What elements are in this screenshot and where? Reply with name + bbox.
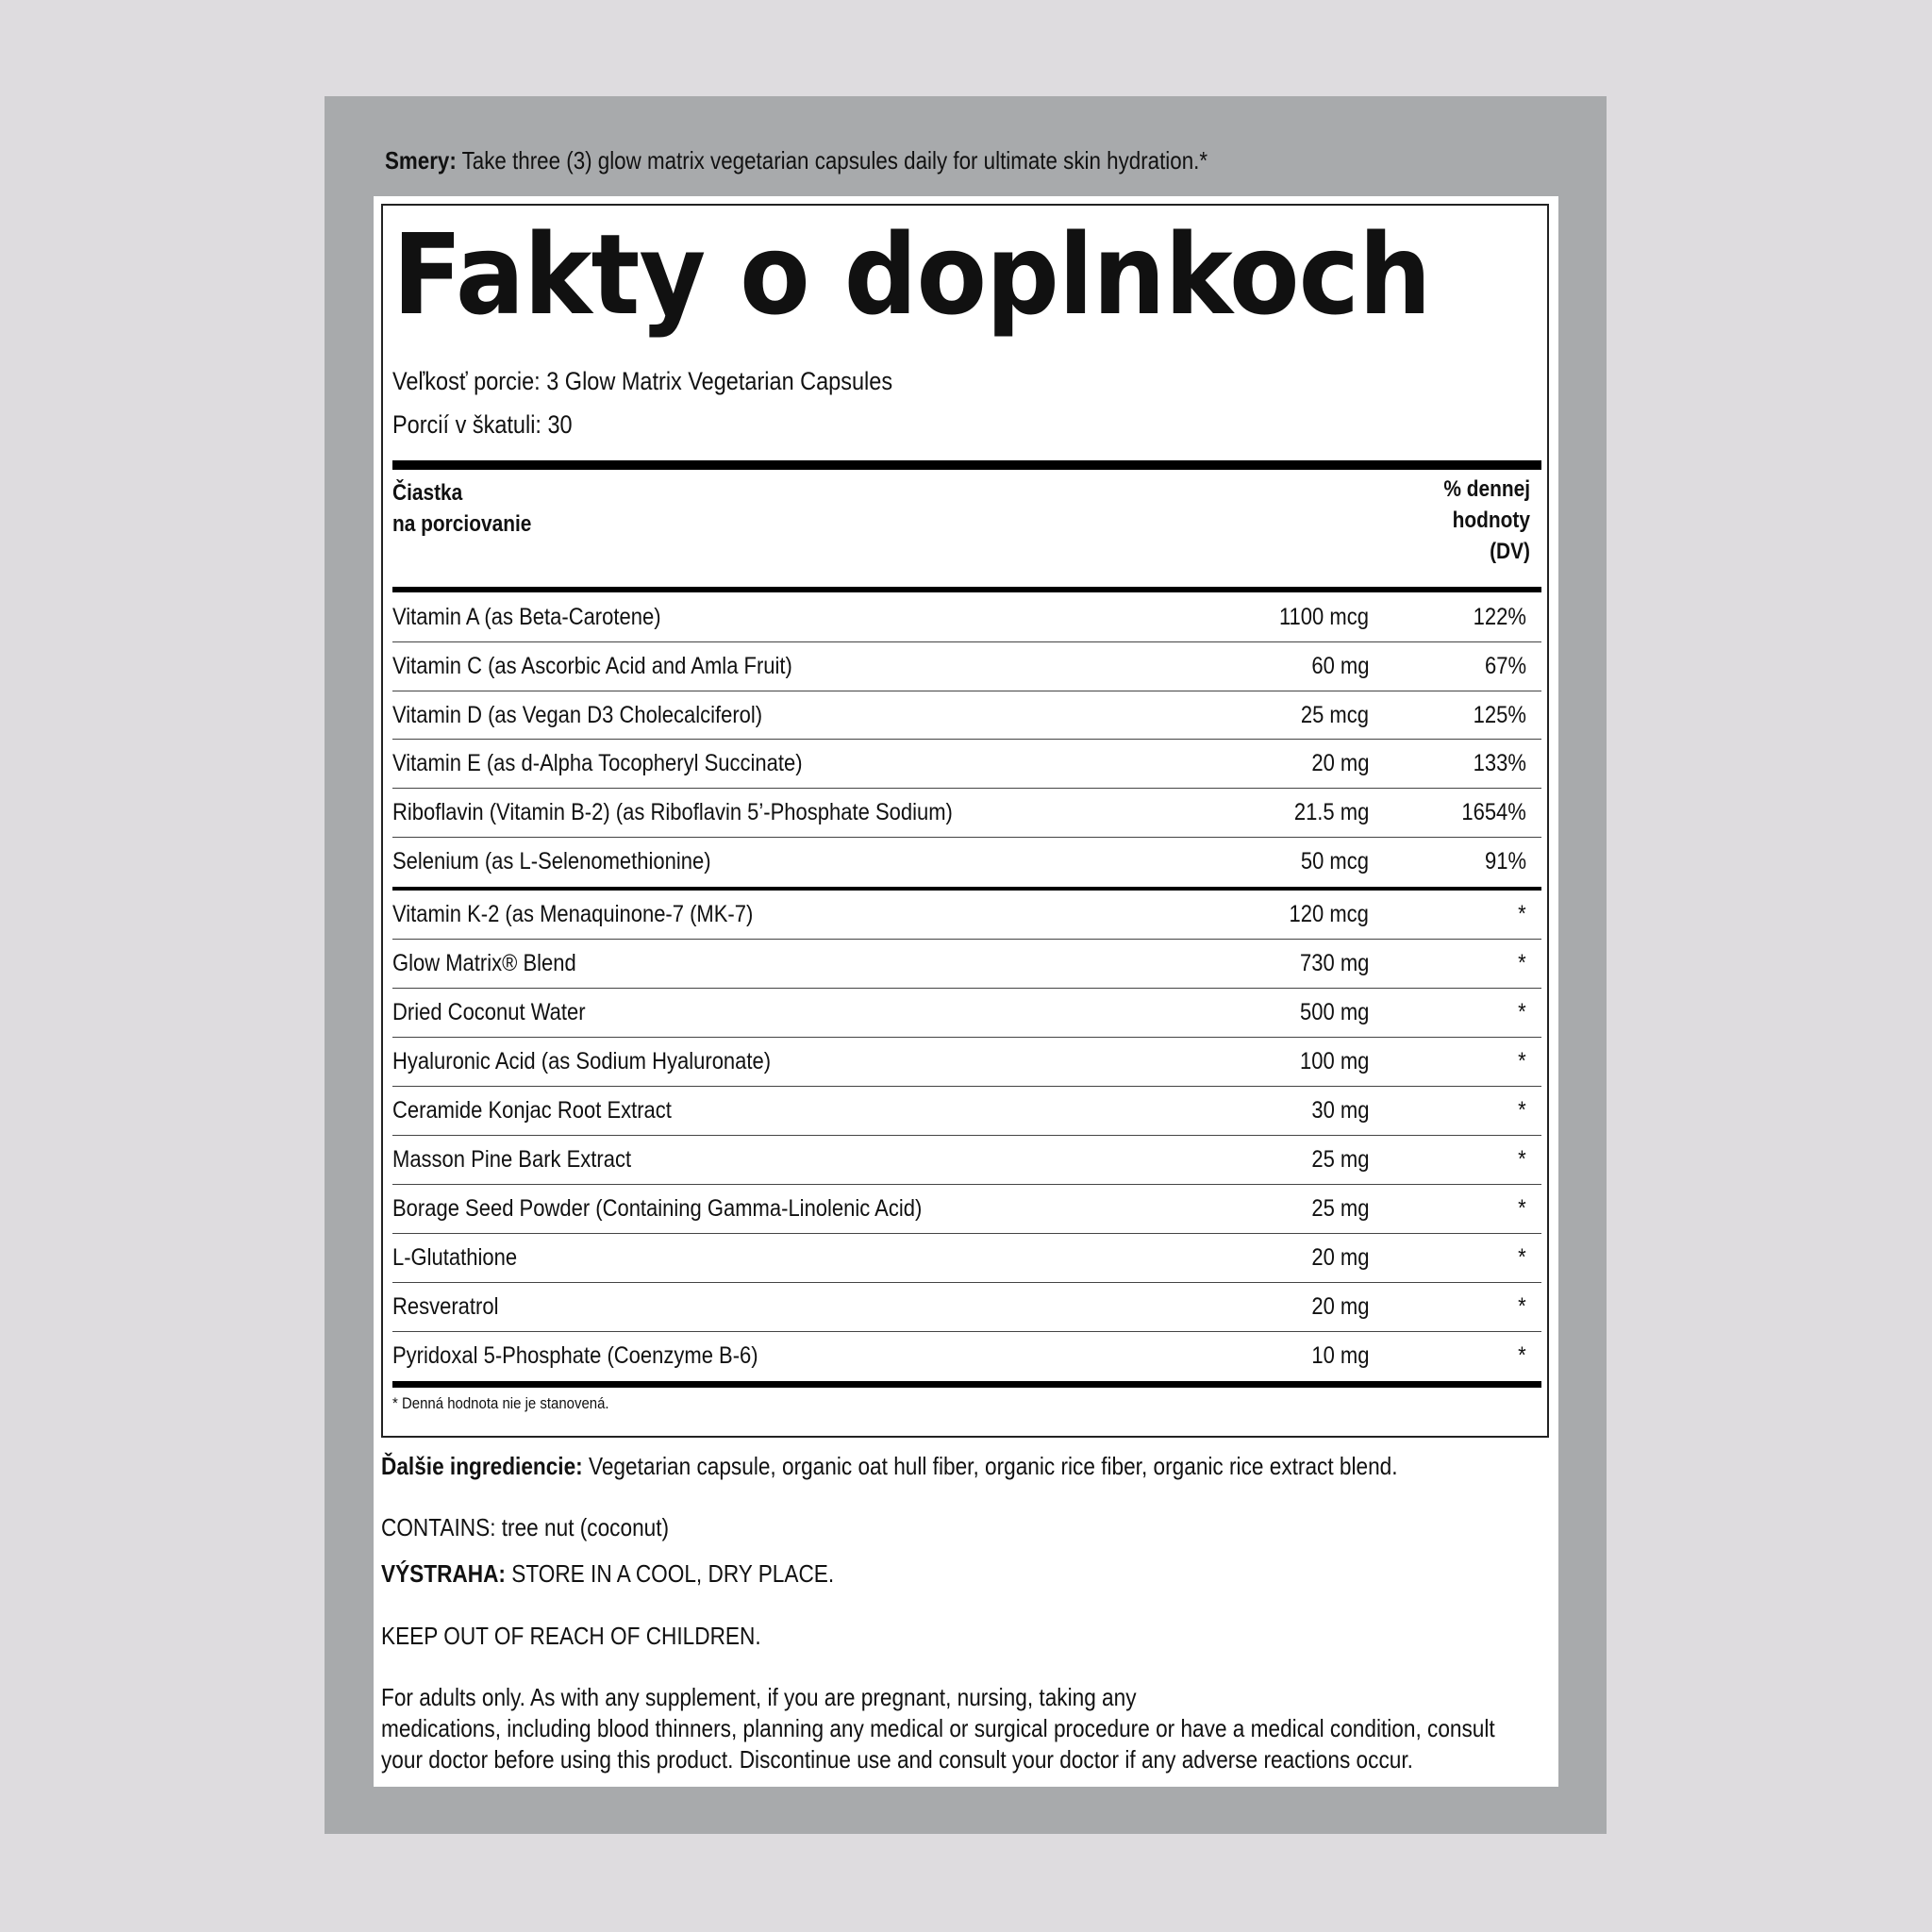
table-row (392, 691, 1526, 739)
directions (385, 143, 1208, 177)
nutrient-name: Riboflavin (Vitamin B-2) (as Riboflavin 5’-Phosphate Sodium) (392, 799, 953, 825)
header-left-line2: na porciovanie (392, 511, 532, 537)
header-left-line1: Čiastka (392, 480, 463, 506)
table-row (392, 1185, 1526, 1232)
table-row (392, 593, 1526, 641)
other-ingredients (381, 1451, 1398, 1482)
nutrient-dv: * (1518, 1048, 1526, 1074)
table-row (392, 1136, 1526, 1183)
nutrient-name: Hyaluronic Acid (as Sodium Hyaluronate) (392, 1048, 772, 1074)
nutrient-dv: * (1518, 901, 1526, 927)
nutrient-name: Masson Pine Bark Extract (392, 1146, 632, 1173)
servings-per-container: Porcií v škatuli: 30 (392, 410, 573, 439)
nutrient-name: Pyridoxal 5-Phosphate (Coenzyme B-6) (392, 1342, 758, 1369)
table-row (392, 940, 1526, 987)
table-row (392, 789, 1526, 836)
nutrient-amount: 60 mg (1310, 653, 1369, 679)
allergen-statement: CONTAINS: tree nut (coconut) (381, 1513, 670, 1541)
nutrient-name: Borage Seed Powder (Containing Gamma-Linolenic Acid) (392, 1195, 923, 1222)
nutrient-dv: 1654% (1461, 799, 1526, 825)
adults-warning-line1: For adults only. As with any supplement, if you are pregnant, nursing, taking any (381, 1683, 1137, 1711)
thick-rule-top (392, 460, 1541, 470)
adults-warning-line3: your doctor before using this product. Discontinue use and consult your doctor if any adverse reactions occur. (381, 1745, 1413, 1774)
nutrient-amount: 730 mg (1299, 950, 1369, 976)
table-row (392, 1087, 1526, 1134)
nutrient-dv: 133% (1473, 750, 1526, 776)
other-ingredients-label: Ďalšie ingrediencie: (381, 1452, 583, 1480)
header-right-line2: hodnoty (1452, 508, 1530, 533)
nutrient-amount: 100 mg (1299, 1048, 1369, 1074)
nutrient-dv: * (1518, 1195, 1526, 1222)
nutrient-name: Vitamin K-2 (as Menaquinone-7 (MK-7) (392, 901, 754, 927)
table-row (392, 891, 1526, 938)
label-body (374, 196, 1558, 1787)
nutrient-dv: * (1518, 950, 1526, 976)
table-row (392, 1038, 1526, 1085)
adults-warning (381, 1682, 1495, 1775)
nutrient-amount: 120 mcg (1289, 901, 1369, 927)
header-right-line1: % dennej (1443, 476, 1530, 502)
nutrient-amount: 1100 mcg (1279, 604, 1369, 630)
table-row (392, 642, 1526, 690)
label-panel (325, 96, 1607, 1834)
keep-out-statement: KEEP OUT OF REACH OF CHILDREN. (381, 1622, 761, 1650)
nutrient-name: Ceramide Konjac Root Extract (392, 1097, 672, 1124)
nutrient-dv: * (1518, 999, 1526, 1025)
nutrient-name: Glow Matrix® Blend (392, 950, 576, 976)
supplement-facts-box (381, 204, 1549, 1438)
nutrient-dv: * (1518, 1097, 1526, 1124)
nutrient-amount: 30 mg (1310, 1097, 1369, 1124)
nutrient-dv: * (1518, 1146, 1526, 1173)
table-row (392, 989, 1526, 1036)
nutrient-amount: 10 mg (1310, 1342, 1369, 1369)
facts-title: Fakty o doplnkoch (392, 209, 1431, 340)
nutrient-name: Selenium (as L-Selenomethionine) (392, 848, 711, 874)
nutrient-dv: 67% (1484, 653, 1526, 679)
directions-label: Smery: (385, 146, 457, 175)
warning (381, 1558, 834, 1590)
footnote: * Denná hodnota nie je stanovená. (392, 1394, 609, 1412)
table-row (392, 1283, 1526, 1330)
table-row (392, 838, 1526, 885)
directions-text: Take three (3) glow matrix vegetarian capsules daily for ultimate skin hydration.* (456, 146, 1208, 175)
nutrient-amount: 20 mg (1310, 1244, 1369, 1271)
nutrient-dv: 122% (1473, 604, 1526, 630)
nutrient-amount: 25 mcg (1300, 702, 1369, 728)
nutrient-amount: 50 mcg (1300, 848, 1369, 874)
nutrient-dv: * (1518, 1244, 1526, 1271)
adults-warning-line2: medications, including blood thinners, planning any medical or surgical procedure or have a medical condition, consult (381, 1714, 1495, 1742)
nutrient-dv: * (1518, 1293, 1526, 1320)
nutrient-dv: 91% (1484, 848, 1526, 874)
table-row (392, 1234, 1526, 1281)
nutrient-amount: 20 mg (1310, 1293, 1369, 1320)
warning-label: VÝSTRAHA: (381, 1559, 506, 1588)
nutrient-name: Resveratrol (392, 1293, 499, 1320)
header-right-line3: (DV) (1490, 539, 1530, 564)
nutrient-amount: 25 mg (1310, 1146, 1369, 1173)
table-row (392, 740, 1526, 787)
nutrient-name: L-Glutathione (392, 1244, 518, 1271)
warning-text: STORE IN A COOL, DRY PLACE. (505, 1559, 835, 1588)
nutrient-name: Vitamin A (as Beta-Carotene) (392, 604, 661, 630)
amount-per-serving-header (392, 477, 639, 540)
header-rule (392, 587, 1541, 592)
nutrient-name: Vitamin C (as Ascorbic Acid and Amla Fruit) (392, 653, 792, 679)
other-ingredients-text: Vegetarian capsule, organic oat hull fiber, organic rice fiber, organic rice extract blend. (582, 1452, 1398, 1480)
nutrient-name: Vitamin E (as d-Alpha Tocopheryl Succinate) (392, 750, 803, 776)
daily-value-header (1366, 474, 1530, 567)
nutrient-amount: 25 mg (1310, 1195, 1369, 1222)
nutrient-dv: 125% (1473, 702, 1526, 728)
serving-size: Veľkosť porcie: 3 Glow Matrix Vegetarian Capsules (392, 367, 893, 395)
table-row (392, 1332, 1526, 1379)
nutrient-amount: 21.5 mg (1293, 799, 1369, 825)
nutrient-amount: 20 mg (1310, 750, 1369, 776)
nutrient-dv: * (1518, 1342, 1526, 1369)
thick-rule-bottom (392, 1381, 1541, 1388)
nutrient-name: Dried Coconut Water (392, 999, 586, 1025)
nutrient-amount: 500 mg (1299, 999, 1369, 1025)
nutrient-name: Vitamin D (as Vegan D3 Cholecalciferol) (392, 702, 763, 728)
